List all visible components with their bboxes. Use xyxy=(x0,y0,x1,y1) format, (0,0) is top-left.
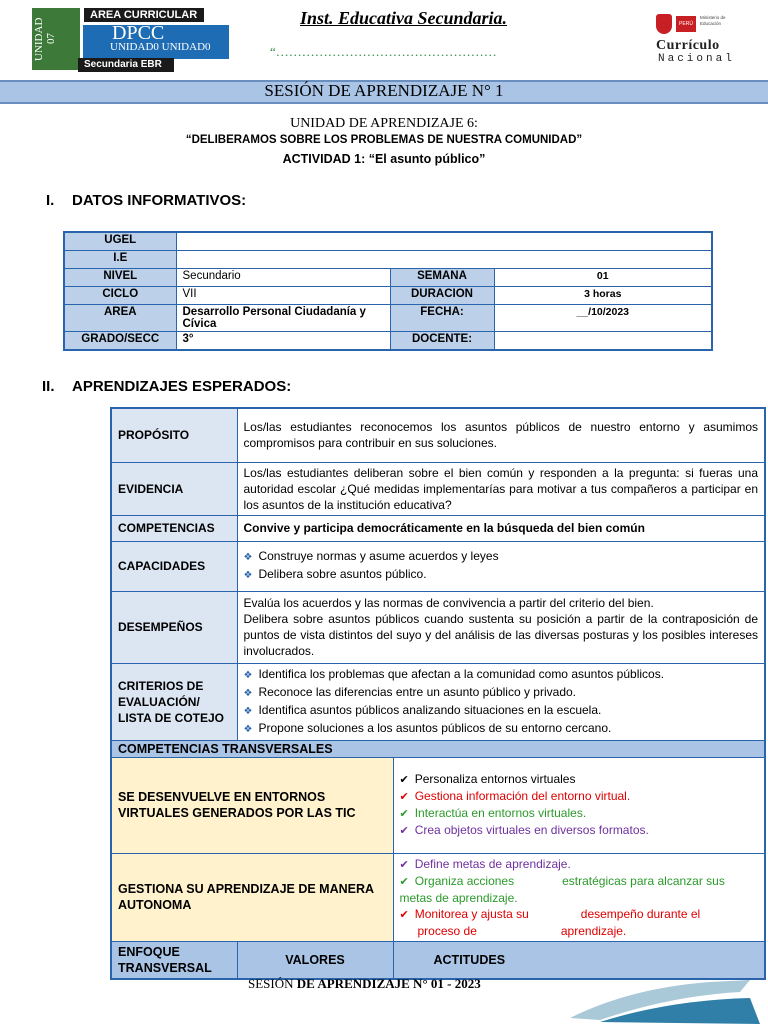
page-footer: SESIÓN DE APRENDIZAJE N° 01 - 2023 xyxy=(248,976,481,991)
check-icon: ✔ xyxy=(399,774,409,786)
list-item: ❖ Delibera sobre asuntos público. xyxy=(243,567,427,581)
capacidades-list xyxy=(237,541,765,591)
table-row xyxy=(111,462,765,515)
list-item: ❖ Identifica asuntos públicos analizando situaciones en la escuela. xyxy=(243,702,602,717)
area-label: AREA xyxy=(64,305,176,332)
diamond-bullet-icon: ❖ xyxy=(243,687,253,699)
section-2-number: II. xyxy=(42,378,55,395)
capacidades-label: CAPACIDADES xyxy=(111,541,237,591)
semana-label: SEMANA xyxy=(390,269,494,287)
ciclo-value: VII xyxy=(176,287,390,305)
ugel-value xyxy=(176,232,712,251)
tic-list xyxy=(393,757,765,853)
list-item: ✔ Organiza acciones estratégicas para alcanzar sus metas de aprendizaje. xyxy=(399,873,725,905)
table-row xyxy=(111,853,765,941)
table-row xyxy=(111,408,765,462)
list-item: ❖ Construye normas y asume acuerdos y leyes xyxy=(243,549,499,563)
proposito-label: PROPÓSITO xyxy=(111,408,237,462)
table-row xyxy=(64,332,712,351)
nivel-value: Secundario xyxy=(176,269,390,287)
diamond-bullet-icon: ❖ xyxy=(243,570,253,581)
ugel-label: UGEL xyxy=(64,232,176,251)
check-icon: ✔ xyxy=(399,791,409,803)
table-row xyxy=(111,591,765,663)
nivel-label: NIVEL xyxy=(64,269,176,287)
gestiona-competencia: GESTIONA SU APRENDIZAJE DE MANERA AUTONOMA xyxy=(111,853,393,941)
table-row xyxy=(64,251,712,269)
list-item: ❖ Reconoce las diferencias entre un asunto público y privado. xyxy=(243,684,576,699)
peru-shield-icon xyxy=(656,14,672,34)
evidencia-value: Los/las estudiantes deliberan sobre el bien común y responden a la pregunta: si fueras una autoridad escolar ¿Qué medidas implementarías para motivar a tus compañeros a participar en los asuntos de la institución educativa? xyxy=(237,462,765,515)
diamond-bullet-icon: ❖ xyxy=(243,552,253,563)
unit-title: UNIDAD DE APRENDIZAJE 6: xyxy=(290,116,478,131)
competencias-label: COMPETENCIAS xyxy=(111,515,237,541)
check-icon: ✔ xyxy=(399,808,409,820)
table-row xyxy=(64,305,712,332)
aprendizajes-table xyxy=(110,407,766,980)
ministerio-label: Ministerio de Educación xyxy=(700,15,726,26)
semana-value: 01 xyxy=(494,269,712,287)
valores-label: VALORES xyxy=(237,941,393,979)
curriculo-logo: Currículo xyxy=(656,38,720,53)
area-value: Desarrollo Personal Ciudadanía y Cívica xyxy=(176,305,390,332)
check-icon: ✔ xyxy=(399,875,409,888)
grado-value: 3° xyxy=(176,332,390,351)
section-1-number: I. xyxy=(46,192,55,209)
list-item: ❖ Propone soluciones a los asuntos públicos de su entorno cercano. xyxy=(243,720,612,735)
footer-wave-decoration xyxy=(560,978,760,1024)
list-item: ✔ Crea objetos virtuales en diversos formatos. xyxy=(399,823,649,837)
desempenos-label: DESEMPEÑOS xyxy=(111,591,237,663)
list-item: ✔ Interactúa en entornos virtuales. xyxy=(399,806,587,820)
tic-competencia: SE DESENVUELVE EN ENTORNOS VIRTUALES GENERADOS POR LAS TIC xyxy=(111,757,393,853)
enfoque-label: ENFOQUE TRANSVERSAL xyxy=(111,941,237,979)
proposito-value: Los/las estudiantes reconocemos los asuntos públicos de nuestro entorno y asumimos compromisos para contribuir en sus soluciones. xyxy=(237,408,765,462)
unit-name: “DELIBERAMOS SOBRE LOS PROBLEMAS DE NUESTRA COMUNIDAD” xyxy=(185,134,583,146)
list-item: ✔ Personaliza entornos virtuales xyxy=(399,772,576,786)
section-1-title: DATOS INFORMATIVOS: xyxy=(72,192,247,209)
table-row xyxy=(64,269,712,287)
table-row xyxy=(111,740,765,757)
institution-title: Inst. Educativa Secundaria. xyxy=(300,8,508,28)
desempenos-value: Evalúa los acuerdos y las normas de convivencia a partir del criterio del bien. Delibera sobre asuntos públicos cuando sustenta su posición a partir de la contraposición de puntos de vista distintos del suyo y del análisis de las diversas posturas y los posibles intereses involucrados. xyxy=(237,591,765,663)
session-title: SESIÓN DE APRENDIZAJE N° 1 xyxy=(264,81,504,100)
competencias-value: Convive y participa democráticamente en la búsqueda del bien común xyxy=(237,515,765,541)
check-icon: ✔ xyxy=(399,858,409,871)
diamond-bullet-icon: ❖ xyxy=(243,669,253,681)
table-row xyxy=(64,232,712,251)
docente-label: DOCENTE: xyxy=(390,332,494,351)
ie-label: I.E xyxy=(64,251,176,269)
secundaria-label: Secundaria EBR xyxy=(78,58,174,72)
list-item: ❖ Identifica los problemas que afectan a la comunidad como asuntos públicos. xyxy=(243,666,665,681)
docente-value xyxy=(494,332,712,351)
ie-value xyxy=(176,251,712,269)
competencias-transversales-header: COMPETENCIAS TRANSVERSALES xyxy=(111,740,765,757)
datos-informativos-table xyxy=(63,231,713,351)
diamond-bullet-icon: ❖ xyxy=(243,723,253,735)
check-icon: ✔ xyxy=(399,825,409,837)
duracion-label: DURACION xyxy=(390,287,494,305)
criterios-list xyxy=(237,663,765,740)
evidencia-label: EVIDENCIA xyxy=(111,462,237,515)
gestiona-list xyxy=(393,853,765,941)
unit-badge-label: UNIDAD 07 xyxy=(33,17,57,61)
list-item: ✔ Define metas de aprendizaje. xyxy=(399,856,571,871)
area-curricular-label: AREA CURRICULAR xyxy=(84,8,204,22)
table-row xyxy=(111,757,765,853)
peru-logo-label: PERÚ xyxy=(676,16,696,32)
nacional-logo: Nacional xyxy=(658,53,735,65)
list-item: ✔ Monitorea y ajusta su desempeño durante el proceso de aprendizaje. xyxy=(399,906,701,938)
activity-title: ACTIVIDAD 1: “El asunto público” xyxy=(282,152,486,166)
fecha-label: FECHA: xyxy=(390,305,494,332)
table-row xyxy=(64,287,712,305)
grado-label: GRADO/SECC xyxy=(64,332,176,351)
section-2-title: APRENDIZAJES ESPERADOS: xyxy=(72,378,292,395)
diamond-bullet-icon: ❖ xyxy=(243,705,253,717)
actitudes-label: ACTITUDES xyxy=(393,941,765,979)
ciclo-label: CICLO xyxy=(64,287,176,305)
criterios-label: CRITERIOS DE EVALUACIÓN/ LISTA DE COTEJO xyxy=(111,663,237,740)
unidad-label: UNIDAD0 UNIDAD0 xyxy=(110,41,211,53)
duracion-value: 3 horas xyxy=(494,287,712,305)
table-row xyxy=(111,541,765,591)
check-icon: ✔ xyxy=(399,908,409,921)
table-row xyxy=(111,663,765,740)
institution-name-blank: “…………………………………………… xyxy=(270,44,497,59)
table-row xyxy=(111,941,765,979)
list-item: ✔ Gestiona información del entorno virtual. xyxy=(399,789,631,803)
table-row xyxy=(111,515,765,541)
dpcc-label: DPCC xyxy=(112,22,165,44)
fecha-value: __/10/2023 xyxy=(494,305,712,332)
